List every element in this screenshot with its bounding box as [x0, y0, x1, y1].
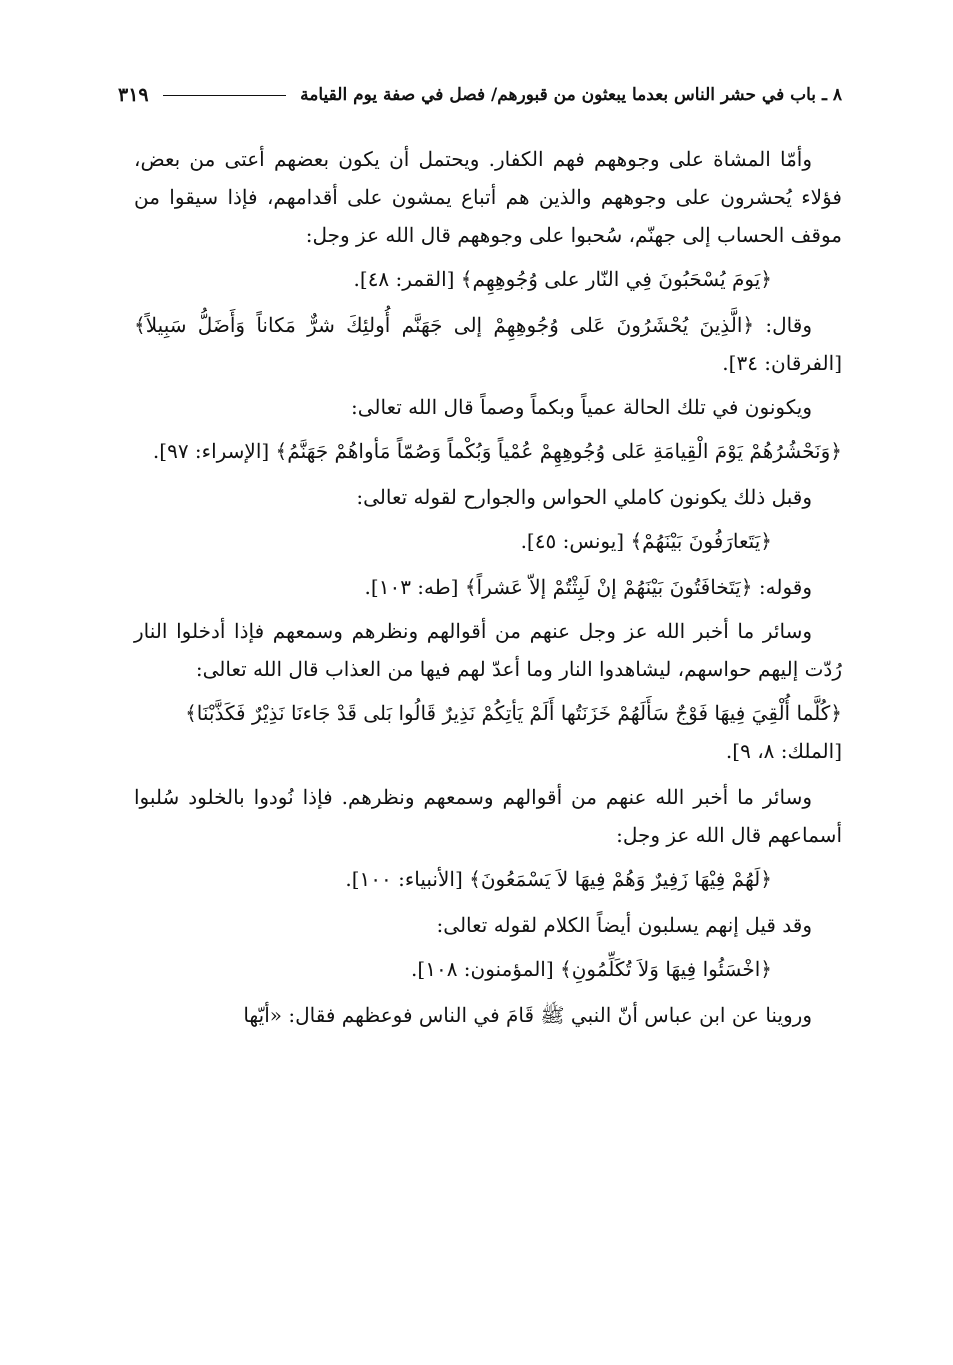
- header-title: ٨ ـ باب في حشر الناس بعدما يبعثون من قبورهم/ فصل في صفة يوم القيامة: [300, 85, 842, 105]
- header-rule: [163, 95, 287, 96]
- paragraph-9: وروينا عن ابن عباس أنّ النبي ﷺ قَامَ في الناس فوعظهم فقال: «أيّها: [243, 1003, 812, 1027]
- paragraph-2: وقال: ﴿الَّذِينَ يُحْشَرُونَ عَلى وُجُوهِهِمْ إلى جَهَنَّم أُولئِكَ شرٌّ مَكاناً وَأَضَلُّ سَبِيلاً﴾ [الفرقان: ٣٤].: [134, 313, 842, 375]
- paragraph-6: وسائر ما أخبر الله عز وجل عنهم من أقوالهم ونظرهم وسمعهم فإذا أدخلوا النار رُدّت إليهم حواسهم، ليشاهدوا النار وما أعدّ لهم فيها من العذاب قال الله تعالى:: [134, 619, 842, 681]
- page-body: [134, 140, 842, 1040]
- verse-2: ﴿وَنَحْشُرُهُمْ يَوْمَ الْقِيامَةِ عَلى وُجُوهِهِمْ عُمْياً وَبُكْماً وَصُمّاً مَأواهُمْ جَهَنَّمُ﴾ [الإسراء: ٩٧].: [152, 439, 842, 463]
- verse-1: ﴿يَومَ يُسْحَبُونَ فِي النّار على وُجُوهِهِم﴾ [القمر: ٤٨].: [353, 267, 772, 291]
- paragraph-8: وقد قيل إنهم يسلبون أيضاً الكلام لقوله تعالى:: [436, 913, 812, 937]
- running-header: [118, 78, 842, 112]
- verse-3: ﴿يَتَعارَفُونَ بَيْنَهُمْ﴾ [يونس: ٤٥].: [520, 529, 772, 553]
- verse-5: ﴿لَهُمْ فِيْهَا زَفِيرٌ وَهُمْ فِيهَا لاَ يَسْمَعُونَ﴾ [الأنبياء: ١٠٠].: [345, 867, 772, 891]
- paragraph-3: ويكونون في تلك الحالة عمياً وبكماً وصماً قال الله تعالى:: [351, 395, 812, 419]
- paragraph-1: وأمّا المشاة على وجوههم فهم الكفار. ويحتمل أن يكون بعضهم أعتى من بعض، فؤلاء يُحشرون على وجوههم والذين هم أتباع يمشون على أقدامهم، فإذا سيقوا من موقف الحساب إلى جهنّم، سُحبوا على وجوههم قال الله عز وجل:: [134, 147, 842, 247]
- verse-4: ﴿كُلَّما أُلْقِيَ فِيهَا فَوْجٌ سَأَلَهُمْ خَزَنَتُها أَلَمْ يَأتِكُمْ نَذِيرٌ قَالُوا بَلى قَدْ جَاءنَا نَذِيْرٌ فَكَذَّبْنَا﴾ [الملك: ٨، ٩].: [185, 701, 842, 763]
- paragraph-5: وقوله: ﴿يَتَخافَتُونَ بَيْنَهُمْ إنْ لَبِثْتُمْ إلاّ عَشراً﴾ [طه: ١٠٣].: [364, 575, 812, 599]
- paragraph-4: وقبل ذلك يكونون كاملي الحواس والجوارح لقوله تعالى:: [356, 485, 812, 509]
- paragraph-7: وسائر ما أخبر الله عنهم من أقوالهم وسمعهم ونظرهم. فإذا نُودوا بالخلود سُلبوا أسماعهم قال الله عز وجل:: [134, 785, 842, 847]
- page-number: ٣١٩: [118, 84, 149, 106]
- verse-6: ﴿اخْسَئُوا فِيهَا وَلاَ تُكَلِّمُونِ﴾ [المؤمنون: ١٠٨].: [411, 957, 772, 981]
